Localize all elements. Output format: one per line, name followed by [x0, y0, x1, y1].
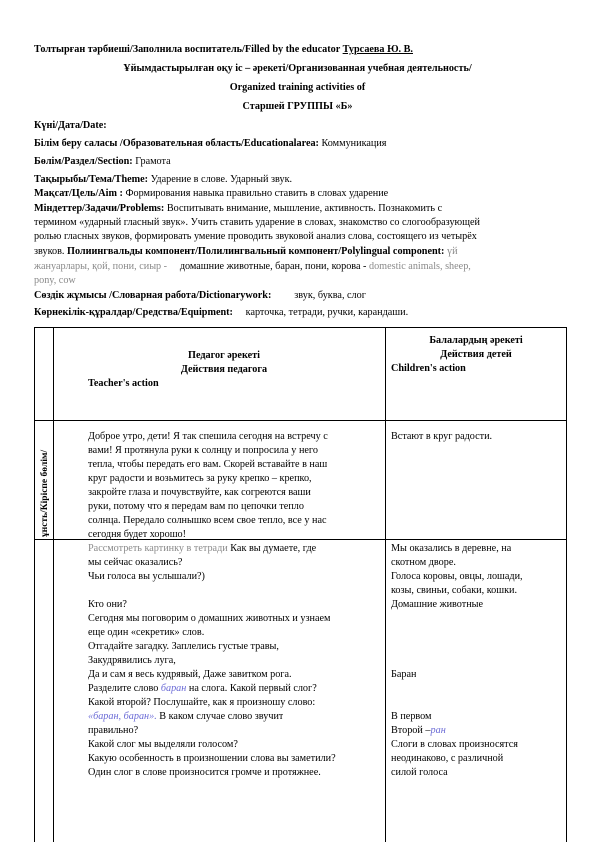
polylingual-kz-1: үй	[446, 246, 458, 257]
row2-teacher-line	[88, 542, 316, 556]
row2-teacher-line: Да и сам я весь кудрявый, Даже завитком рога.	[88, 669, 292, 680]
children-header-en: Children's action	[391, 363, 466, 374]
table-header-divider	[34, 420, 567, 421]
section-label: Бөлім/Раздел/Section:	[34, 156, 133, 167]
organized-activity: Ұйымдастырылған оқу іс – әрекеті/Организованная учебная деятельность/	[123, 63, 472, 74]
row2-teacher-line: еще один «секретик» слов.	[88, 627, 205, 638]
row2-teacher-l1a: Рассмотреть картинку в тетради	[88, 543, 228, 554]
header-filled-by	[34, 43, 574, 57]
aim-label: Мақсат/Цель/Aim :	[34, 188, 123, 199]
row2-teacher-l10a: Разделите слово	[88, 683, 161, 694]
row1-teacher-line: Доброе утро, дети! Я так спешила сегодня на встречу с	[88, 431, 328, 442]
polylingual-label: Полиингвальды компонент/Полилингвальный компонент/Polylingual component:	[67, 246, 445, 257]
row1-teacher-line: тепла, чтобы передать его вам. Скорей вставайте в наш	[88, 459, 328, 470]
educator-name: Турсаева Ю. В.	[342, 44, 413, 55]
row1-teacher-line: руки, потому что я передам вам по цепочки тепло	[88, 501, 304, 512]
problems-line-1	[34, 202, 564, 216]
row2-teacher-line: Отгадайте загадку. Заплелись густые травы,	[88, 641, 279, 652]
row2-teacher-line: правильно?	[88, 725, 139, 736]
table-row-divider	[34, 539, 567, 540]
problems-label: Міндеттер/Задачи/Problems:	[34, 203, 165, 214]
row2-children-line: Баран	[391, 669, 417, 680]
row1-teacher-line: сегодня будет хорошо!	[88, 529, 187, 539]
row2-teacher-line	[88, 682, 317, 696]
row2-teacher-line: Чьи голоса вы услышали?)	[88, 571, 205, 582]
row1-teacher-line: солнца. Передало солнышко всем свое тепло, все у нас	[88, 515, 327, 526]
row2-children-line: Мы оказались в деревне, на	[391, 543, 512, 554]
row2-teacher-line: Закудрявились луга,	[88, 655, 176, 666]
row1-teacher-line: закройте глаза и почувствуйте, как согреются ваши	[88, 487, 311, 498]
teacher-header-ru: Действия педагога	[180, 364, 268, 375]
row2-children-line: В первом	[391, 711, 432, 722]
lesson-table	[34, 327, 567, 842]
row2-teacher-line: Один слог в слове произносится громче и протяжнее.	[88, 767, 321, 778]
area-value: Коммуникация	[321, 138, 387, 149]
row2-teacher-l12b: В каком случае слово звучит	[156, 711, 284, 722]
row1-teacher-line: вами! Я протянула руки к солнцу и попросила у него	[88, 445, 318, 456]
row2-children-line	[391, 724, 446, 738]
area-label: Білім беру саласы /Образовательная область/Educationalarea:	[34, 138, 319, 149]
row2-children-line: козы, свиньи, собаки, кошки.	[391, 585, 518, 596]
vocab-label: Сөздік жұмысы /Словарная работа/Dictionarywork:	[34, 290, 272, 301]
children-header-ru: Действия детей	[440, 349, 512, 360]
group-title: Старшей ГРУППЫ «Б»	[242, 101, 353, 112]
problems-text-3: ролью гласных звуков, формировать умение проводить звуковой анализ слова, состоящего из четырёх	[34, 231, 477, 242]
row2-teacher-line: Какой слог мы выделяли голосом?	[88, 739, 238, 750]
stage-label-intro: ұнсть/Кіріспе бөлім/	[40, 449, 50, 537]
row2-teacher-line: Какую особенность в произношении слова вы заметили?	[88, 753, 336, 764]
table-border-left	[34, 327, 35, 842]
equipment-label: Көрнекілік-құралдар/Средства/Equipment:	[34, 307, 233, 318]
theme-value: Ударение в слове. Ударный звук.	[150, 174, 293, 185]
row2-teacher-l10c: на слога. Какой первый слог?	[186, 683, 317, 694]
row2-teacher-line: Сегодня мы поговорим о домашних животных и узнаем	[88, 613, 331, 624]
table-column-divider	[385, 327, 386, 842]
polylingual-en-1: domestic animals, sheep,	[368, 261, 471, 272]
vocab-value: звук, буква, слог	[294, 290, 366, 301]
table-border-right	[566, 327, 567, 842]
row2-children-line: Слоги в словах произносятся	[391, 739, 518, 750]
problems-text-1: Воспитывать внимание, мышление, активность. Познакомить с	[166, 203, 443, 214]
equipment-line	[34, 306, 564, 320]
theme-line	[34, 173, 564, 187]
row2-teacher-l12a: «баран, баран».	[88, 711, 157, 722]
row2-teacher-l10b: баран	[160, 683, 187, 694]
date-label: Күні/Дата/Date:	[34, 120, 107, 131]
polylingual-kz-2: жануарлары, қой, пони, сиыр -	[34, 261, 168, 272]
row2-children-line: скотном дворе.	[391, 557, 456, 568]
teacher-header-kz: Педагог әрекеті	[188, 350, 260, 361]
row2-teacher-line	[88, 710, 283, 724]
filled-by-label: Толтырған тәрбиеші/Заполнила воспитатель/Filled by the educator	[34, 44, 341, 55]
children-header-kz: Балалардың әрекеті	[429, 335, 523, 346]
row2-children-line: неодинаково, с различной	[391, 753, 504, 764]
aim-line	[34, 187, 564, 201]
vocab-line	[34, 289, 564, 303]
row2-children-c8a: Второй –	[391, 725, 431, 736]
problems-text-4: звуков.	[34, 246, 65, 257]
section-value: Грамота	[135, 156, 171, 167]
area-line	[34, 137, 564, 151]
polylingual-line	[34, 245, 564, 259]
section-line	[34, 155, 564, 169]
row2-teacher-line: мы сейчас оказались?	[88, 557, 183, 568]
row1-teacher-line: круг радости и возьмитесь за руку крепко – крепко,	[88, 473, 312, 484]
row2-children-line: силой голоса	[391, 767, 448, 778]
theme-label: Тақырыбы/Тема/Theme:	[34, 174, 149, 185]
problems-text-2: термином «ударный гласный звук». Учить ставить ударение в словах, знакомство со слогообразующей	[34, 217, 480, 228]
polylingual-line-2	[34, 260, 564, 274]
row2-children-c8b: ран	[430, 725, 446, 736]
polylingual-ru: домашние животные, баран, пони, корова -	[179, 261, 367, 272]
row2-teacher-line: Какой второй? Послушайте, как я произношу слово:	[88, 697, 316, 708]
organized-activity-en: Organized training activities of	[229, 82, 366, 93]
equipment-value: карточка, тетради, ручки, карандаши.	[245, 307, 409, 318]
row1-children-text: Встают в круг радости.	[391, 431, 493, 442]
aim-value: Формирования навыка правильно ставить в словах ударение	[125, 188, 389, 199]
row2-teacher-line: Кто они?	[88, 599, 127, 610]
table-border-top	[34, 327, 567, 328]
row2-teacher-l1b: Как вы думаете, где	[230, 543, 317, 554]
teacher-header-en: Teacher's action	[88, 378, 159, 389]
polylingual-en-2: pony, cow	[34, 275, 76, 286]
row2-children-line: Домашние животные	[391, 599, 484, 610]
table-stage-divider	[53, 327, 54, 842]
row2-children-line: Голоса коровы, овцы, лошади,	[391, 571, 523, 582]
